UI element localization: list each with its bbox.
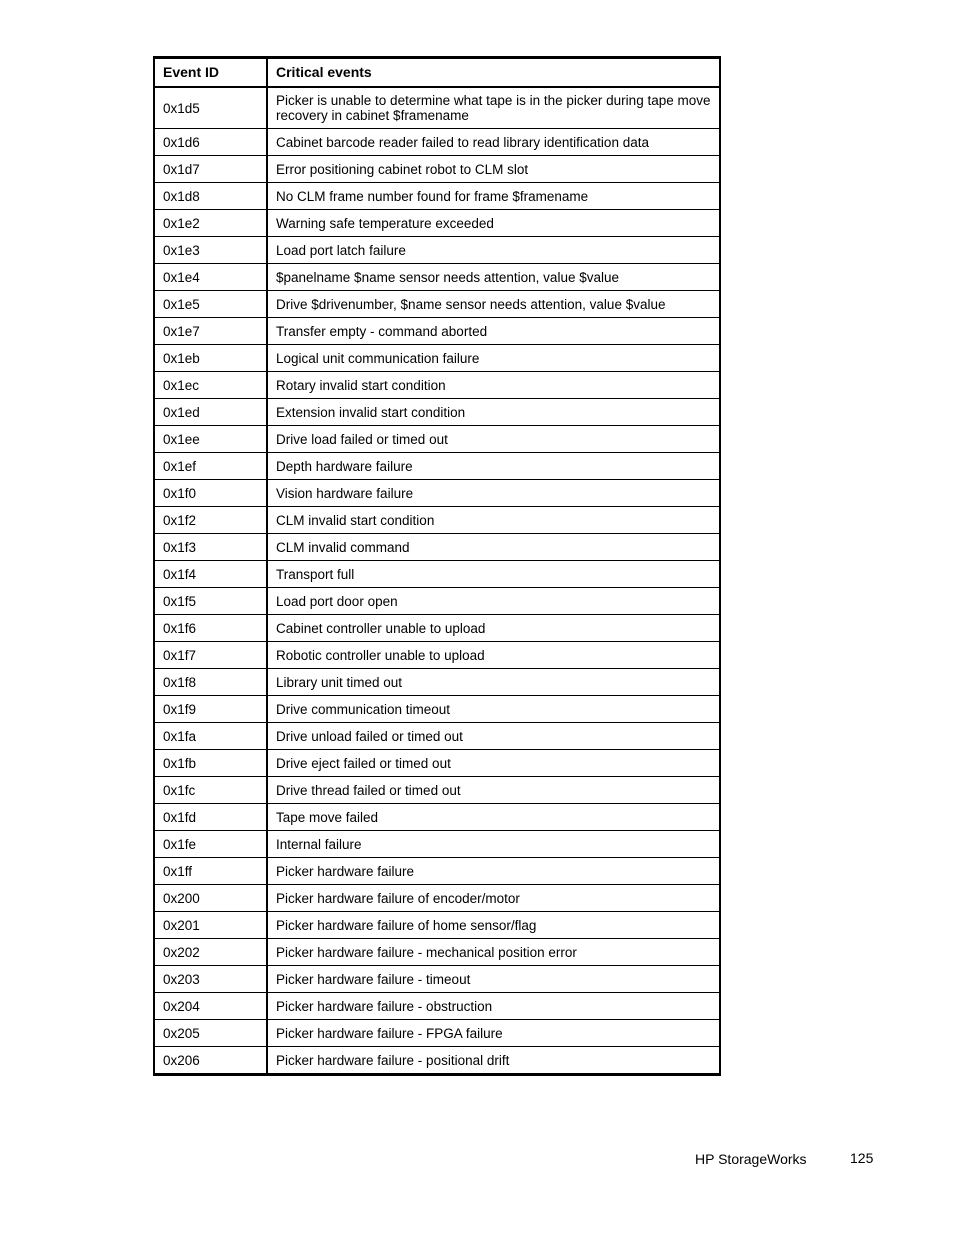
event-description-cell: Transport full <box>267 561 720 588</box>
table-row <box>154 156 720 183</box>
event-description-cell: CLM invalid start condition <box>267 507 720 534</box>
event-id-cell: 0x203 <box>154 966 267 993</box>
table-row <box>154 750 720 777</box>
critical-events-table <box>153 56 721 1076</box>
table-row <box>154 237 720 264</box>
event-id-cell: 0x1e2 <box>154 210 267 237</box>
table-row <box>154 723 720 750</box>
table-row <box>154 372 720 399</box>
table-row <box>154 318 720 345</box>
event-description-cell: Logical unit communication failure <box>267 345 720 372</box>
event-description-cell: Depth hardware failure <box>267 453 720 480</box>
event-description-cell: Drive communication timeout <box>267 696 720 723</box>
event-id-cell: 0x206 <box>154 1047 267 1075</box>
table-row <box>154 210 720 237</box>
event-id-cell: 0x1fd <box>154 804 267 831</box>
event-id-cell: 0x1eb <box>154 345 267 372</box>
event-description-cell: $panelname $name sensor needs attention, value $value <box>267 264 720 291</box>
table-header-row <box>154 58 720 88</box>
table-row <box>154 642 720 669</box>
event-description-cell: Picker hardware failure - mechanical position error <box>267 939 720 966</box>
table-row <box>154 480 720 507</box>
event-id-column-header: Event ID <box>154 58 267 88</box>
event-id-cell: 0x204 <box>154 993 267 1020</box>
table-row <box>154 615 720 642</box>
table-row <box>154 993 720 1020</box>
table-row <box>154 399 720 426</box>
event-description-cell: Picker is unable to determine what tape is in the picker during tape move recovery in cabinet $framename <box>267 87 720 129</box>
table-row <box>154 885 720 912</box>
table-body <box>154 87 720 1075</box>
event-id-cell: 0x1ed <box>154 399 267 426</box>
table-row <box>154 1020 720 1047</box>
table-row <box>154 696 720 723</box>
event-description-cell: Drive $drivenumber, $name sensor needs attention, value $value <box>267 291 720 318</box>
event-id-cell: 0x1f5 <box>154 588 267 615</box>
table-row <box>154 966 720 993</box>
table-row <box>154 858 720 885</box>
event-description-cell: Picker hardware failure <box>267 858 720 885</box>
event-description-cell: No CLM frame number found for frame $framename <box>267 183 720 210</box>
table-row <box>154 669 720 696</box>
table-row <box>154 1047 720 1075</box>
event-id-cell: 0x1ee <box>154 426 267 453</box>
event-id-cell: 0x205 <box>154 1020 267 1047</box>
event-id-cell: 0x1fe <box>154 831 267 858</box>
event-description-cell: CLM invalid command <box>267 534 720 561</box>
event-id-cell: 0x1f3 <box>154 534 267 561</box>
event-id-cell: 0x1f9 <box>154 696 267 723</box>
event-id-cell: 0x1ec <box>154 372 267 399</box>
event-description-cell: Rotary invalid start condition <box>267 372 720 399</box>
event-description-cell: Picker hardware failure - FPGA failure <box>267 1020 720 1047</box>
event-description-cell: Cabinet barcode reader failed to read library identification data <box>267 129 720 156</box>
event-id-cell: 0x1ef <box>154 453 267 480</box>
event-id-cell: 0x200 <box>154 885 267 912</box>
event-description-cell: Drive load failed or timed out <box>267 426 720 453</box>
event-description-cell: Tape move failed <box>267 804 720 831</box>
table-row <box>154 804 720 831</box>
event-id-cell: 0x1f6 <box>154 615 267 642</box>
event-description-cell: Picker hardware failure - obstruction <box>267 993 720 1020</box>
table-row <box>154 183 720 210</box>
event-description-cell: Load port door open <box>267 588 720 615</box>
page-number: 125 <box>850 1150 874 1166</box>
event-id-cell: 0x1f8 <box>154 669 267 696</box>
event-id-cell: 0x1d8 <box>154 183 267 210</box>
event-description-cell: Drive unload failed or timed out <box>267 723 720 750</box>
event-id-cell: 0x1e4 <box>154 264 267 291</box>
table-row <box>154 453 720 480</box>
event-description-cell: Transfer empty - command aborted <box>267 318 720 345</box>
event-id-cell: 0x1f0 <box>154 480 267 507</box>
event-id-cell: 0x201 <box>154 912 267 939</box>
event-description-cell: Vision hardware failure <box>267 480 720 507</box>
event-id-cell: 0x1e5 <box>154 291 267 318</box>
table-row <box>154 507 720 534</box>
event-id-cell: 0x1fb <box>154 750 267 777</box>
event-description-cell: Picker hardware failure of encoder/motor <box>267 885 720 912</box>
table-row <box>154 87 720 129</box>
footer-product-title: HP StorageWorks <box>695 1151 807 1167</box>
event-description-cell: Internal failure <box>267 831 720 858</box>
table-row <box>154 426 720 453</box>
event-id-cell: 0x1e7 <box>154 318 267 345</box>
event-id-cell: 0x1d7 <box>154 156 267 183</box>
event-id-cell: 0x1f2 <box>154 507 267 534</box>
event-description-cell: Library unit timed out <box>267 669 720 696</box>
event-description-cell: Cabinet controller unable to upload <box>267 615 720 642</box>
table-row <box>154 534 720 561</box>
event-id-cell: 0x1d5 <box>154 87 267 129</box>
critical-events-column-header: Critical events <box>267 58 720 88</box>
event-id-cell: 0x1d6 <box>154 129 267 156</box>
table-row <box>154 345 720 372</box>
event-description-cell: Drive thread failed or timed out <box>267 777 720 804</box>
event-id-cell: 0x1f4 <box>154 561 267 588</box>
table-row <box>154 588 720 615</box>
event-id-cell: 0x1f7 <box>154 642 267 669</box>
event-description-cell: Warning safe temperature exceeded <box>267 210 720 237</box>
event-description-cell: Picker hardware failure - timeout <box>267 966 720 993</box>
table-row <box>154 777 720 804</box>
event-description-cell: Extension invalid start condition <box>267 399 720 426</box>
table-row <box>154 831 720 858</box>
event-description-cell: Picker hardware failure - positional drift <box>267 1047 720 1075</box>
table-row <box>154 291 720 318</box>
table-row <box>154 912 720 939</box>
event-description-cell: Drive eject failed or timed out <box>267 750 720 777</box>
event-id-cell: 0x1e3 <box>154 237 267 264</box>
event-id-cell: 0x1fa <box>154 723 267 750</box>
event-description-cell: Robotic controller unable to upload <box>267 642 720 669</box>
event-description-cell: Picker hardware failure of home sensor/flag <box>267 912 720 939</box>
event-id-cell: 0x1ff <box>154 858 267 885</box>
table-row <box>154 561 720 588</box>
event-description-cell: Load port latch failure <box>267 237 720 264</box>
table-row <box>154 129 720 156</box>
table-row <box>154 264 720 291</box>
event-id-cell: 0x202 <box>154 939 267 966</box>
event-id-cell: 0x1fc <box>154 777 267 804</box>
table-row <box>154 939 720 966</box>
event-description-cell: Error positioning cabinet robot to CLM slot <box>267 156 720 183</box>
